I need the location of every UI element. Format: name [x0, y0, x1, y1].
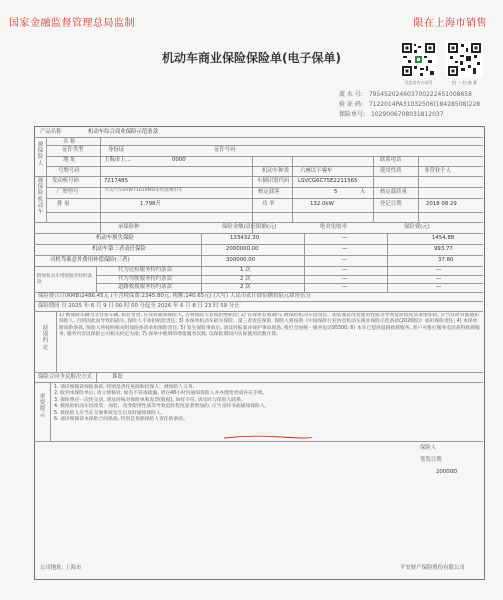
product-label: 产品名称	[40, 129, 62, 135]
seats-unit: 人	[360, 189, 366, 195]
product-value: 机动车综合商业保险示范条款	[88, 129, 159, 135]
vehicle-section-label: 被保险机动车	[37, 178, 44, 216]
addon-name: 代为驾驶服务特约条款	[118, 276, 172, 282]
rule	[34, 266, 483, 267]
coverage-head-limit: 保险金额/责任限额(元)	[222, 224, 277, 230]
engine-value: 7217485	[104, 178, 129, 184]
notice-label: 重要提示	[39, 394, 46, 419]
rule	[50, 382, 51, 441]
check-line: 验 证 码: 7122014PA31032506(18428508)228	[339, 101, 481, 108]
rule	[34, 311, 483, 312]
rule	[201, 233, 202, 292]
addon-premium: —	[436, 276, 442, 282]
rule	[373, 156, 374, 222]
notice-line: 5. 被保险人应当在交通事故发生后及时通知保险人。	[54, 410, 166, 416]
coverage-head-premium: 保险费(元)	[404, 224, 430, 230]
check-value: 7122014PA31032506(18428508)228	[368, 101, 481, 108]
power-label: 功 率	[262, 201, 275, 207]
addon-name: 代为送检服务特约条款	[118, 267, 172, 273]
dispute-label: 保险合同争议解决方式	[38, 374, 92, 380]
rule	[34, 233, 483, 234]
addon-name: 道路救援服务特约条款	[118, 284, 172, 290]
special-terms-label: 特别约定	[42, 326, 49, 351]
address-tail: 0000	[172, 157, 186, 163]
qr2-caption: 扫 一 扫 查 真	[451, 80, 478, 85]
addon-count: 2 次	[240, 284, 251, 290]
nature-label: 使用性质	[380, 168, 402, 174]
rule	[34, 137, 483, 138]
vehicle-type-value: 六座以下客车	[300, 168, 333, 174]
disp-value: 1.798升	[140, 201, 161, 207]
address-value: 上海市上…	[104, 157, 131, 163]
brand-label: 厂牌型号	[57, 189, 79, 195]
frame-value: LSVCG6C75E2211565	[298, 178, 358, 184]
policy-period: 保险期间 自 2025 年 6 月 9 日 00 时 00 分起至 2026 年 6 月 8 日 23 时 59 分止	[38, 303, 240, 309]
sign-value: 20000D	[436, 469, 458, 475]
power-value: 132.0kW	[310, 201, 334, 207]
rule	[46, 145, 483, 146]
policy-line: 保险单号: 1029006708031812037	[339, 111, 444, 118]
plate-label: 号牌号码	[58, 168, 80, 174]
coverage-item-limit: 300000.00	[226, 257, 256, 263]
insurer-footer: 平安财产保险股份有限公司	[400, 565, 465, 571]
serial-value: 795452024603700222451008658	[368, 91, 472, 98]
notice-line: 3. 保险费应一次性交清, 请及时核对保险单和发票(收据), 如有不符, 请及时与保险人联系。	[54, 397, 246, 403]
rule	[34, 244, 483, 245]
brand-value: 大众汽车SVW71610MD多用途乘用车	[104, 188, 183, 193]
nature-value: 非营业个人	[424, 168, 451, 174]
rule	[304, 233, 305, 292]
phone-label: 联系电话	[380, 157, 402, 163]
rule	[252, 156, 253, 233]
disp-label: 排 量	[57, 201, 70, 207]
regulator-note: 国家金融监督管理总局监制	[9, 18, 135, 29]
frame-label: 车辆识别代码	[257, 178, 290, 184]
engine-label: 发动机号码	[52, 178, 79, 184]
policy-value: 1029006708031812037	[371, 111, 444, 118]
rule	[292, 156, 293, 222]
rule	[34, 382, 483, 383]
policy-title: 机动车商业保险保险单(电子保单)	[162, 51, 341, 65]
rule	[100, 137, 101, 233]
addon-label: 附加机动车增值服务特约条款	[37, 274, 93, 285]
addon-deduct: —	[342, 284, 348, 290]
reg-value: 2018 08 29	[426, 201, 457, 207]
company-address: 公司地址: 上海市	[40, 565, 82, 571]
load-label: 核定载质量	[380, 189, 407, 195]
name-label: 名 称	[63, 139, 76, 145]
coverage-item-name: 机动车损失保险	[96, 235, 134, 241]
id-no-label: 证件号码	[214, 147, 236, 153]
notice-line: 4. 被保险机动车因改装、加装、改变使用性质等导致危险程度显著增加的, 应当及时书面通知保险人。	[54, 404, 270, 410]
qr-code-icon	[400, 41, 437, 78]
rule	[96, 266, 97, 292]
addon-deduct: —	[342, 267, 348, 273]
rule	[96, 372, 97, 382]
seats-label: 核定载客	[258, 189, 280, 195]
notice-line: 6. 请详细阅读本保险合同条款, 特别是免除保险人责任的条款。	[54, 417, 188, 423]
underline-mark	[222, 434, 314, 440]
coverage-item-premium: 1454.88	[432, 235, 455, 241]
addon-count: 1 次	[240, 267, 251, 273]
rule	[34, 222, 483, 223]
rule	[34, 176, 483, 177]
coverage-head-risk: 承保险种	[118, 224, 140, 230]
qr1-caption: 关注官方公众号	[404, 80, 433, 85]
verify-qr-code-icon[interactable]	[446, 41, 483, 78]
dispute-value: 诉讼	[112, 374, 123, 380]
rule	[34, 441, 483, 442]
notice-list	[54, 385, 479, 424]
seats-value: 5	[334, 189, 338, 195]
address-label: 地 址	[63, 157, 76, 163]
rule	[418, 156, 419, 222]
addon-deduct: —	[342, 276, 348, 282]
insured-section-label: 被保险人	[37, 142, 44, 167]
region-note: 限在上海市销售	[413, 18, 487, 29]
insurer-label: 保险人	[420, 445, 437, 451]
rule	[46, 137, 47, 222]
rule	[387, 233, 388, 292]
vehicle-type-label: 机动车种类	[262, 168, 289, 174]
special-terms-text: 1) 被保险车辆为非营业车辆, 如有变更, 应及时通知保险人, 否则保险人有权拒绝赔偿; 2) 在保单有效期内, 被保险机动车因改装、加装或者改变使用性质等导致危险程度显著增加的, 应当及时书面通知保险人, 否则因此而导致的损失, 保险人不承担赔偿责任; 3) 本保单机动车损失保险、第三者责任保险, 保险人将按照《中国保险行业协会机动车商业保险示范条款(2020版)》承担保险责任; 4) 本保单附加险条款, 保险人将按照相关附加险条款承担保险责任; 5) 发生保险事故后, 请及时报案并保护事故现场, 拨打全国统一服务电话95500; 6) 本车已提供道路救援服务, 客户可拨打服务电话获得救援服务, 服务内容以保险公司相关约定为准; 7) 保单中载明的增值服务次数, 以保险期间内实际使用次数计算。	[59, 313, 480, 338]
addon-premium: —	[436, 284, 442, 290]
id-type-label: 证件类型	[62, 147, 84, 153]
rule	[34, 372, 483, 373]
addon-count: 2 次	[240, 276, 251, 282]
notice-line: 1. 请详细阅读保险条款, 特别是责任免除和投保人、被保险人义务。	[54, 385, 198, 390]
coverage-item-name: 司机驾乘意外费用补偿保险(三者)	[50, 257, 130, 263]
notice-line: 2. 收到本保险单后, 请立即核对, 如有不符或疏漏, 请在48小时内通知保险人并办理变更或补充手续。	[54, 391, 268, 397]
premium-total: 保险费合计(RMB)2486.45元 (不含税保费:2345.80元, 税额:140.65元) (大写) 人民币贰仟肆佰捌拾陆元肆角伍分	[38, 293, 311, 299]
sign-label: 签发日期	[420, 457, 442, 463]
coverage-item-deduct: —	[342, 257, 348, 263]
coverage-item-limit: 133432.30	[230, 235, 260, 241]
coverage-item-premium: 993.77	[434, 246, 453, 252]
id-type-value: 身份证	[108, 147, 125, 153]
rule	[34, 301, 483, 302]
addon-premium: —	[436, 267, 442, 273]
serial-line: 流 水 号: 795452024603700222451008658	[339, 91, 472, 98]
coverage-item-name: 机动车第三者责任保险	[92, 246, 146, 252]
rule	[56, 311, 57, 372]
coverage-item-premium: 37.80	[438, 257, 454, 263]
reg-label: 登记日期	[380, 201, 402, 207]
coverage-head-deduct: 绝对免赔率	[320, 224, 347, 230]
rule	[34, 255, 483, 256]
coverage-item-deduct: —	[342, 235, 348, 241]
coverage-item-deduct: —	[342, 246, 348, 252]
coverage-item-limit: 2000000.00	[226, 246, 259, 252]
